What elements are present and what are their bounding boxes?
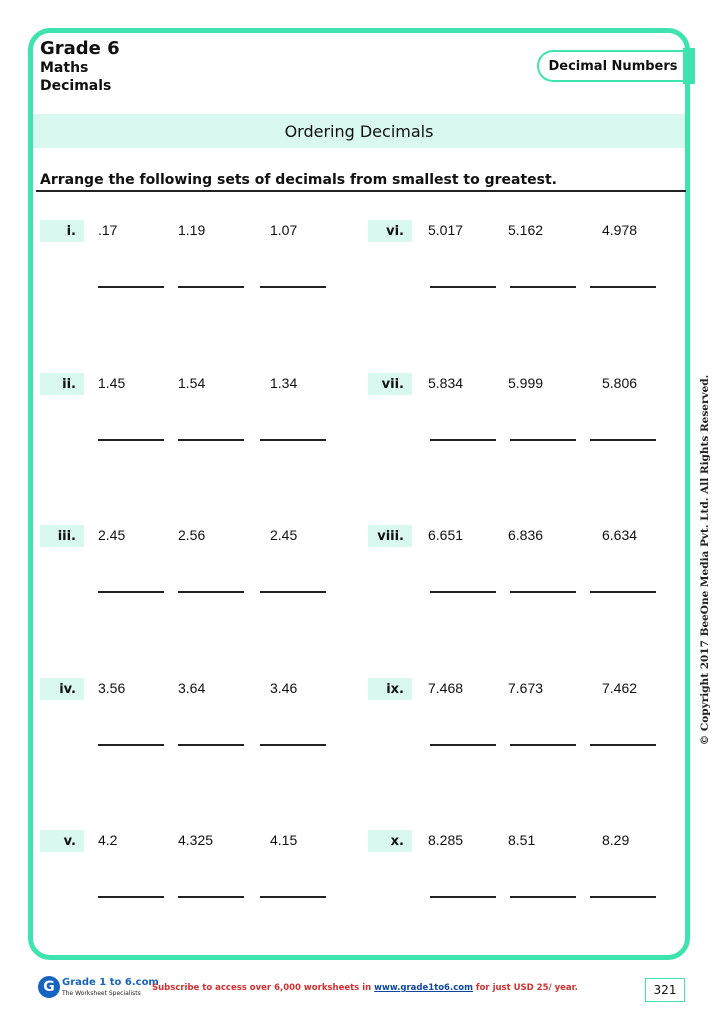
decimal-value: 5.834 [428, 375, 464, 391]
decimal-value: 4.325 [178, 832, 214, 848]
decimal-value: 1.54 [178, 375, 206, 391]
decimal-value: 1.19 [178, 222, 206, 238]
decimal-value: 3.64 [178, 680, 206, 696]
grade-heading: Grade 6 [40, 38, 120, 59]
problem-label: vii. [368, 373, 412, 395]
promo-text-before: Subscribe to access over 6,000 worksheets in [152, 983, 375, 993]
copyright-notice: © Copyright 2017 BeeOne Media Pvt. Ltd. All Rights Reserved. [699, 374, 711, 746]
answer-line[interactable] [590, 439, 656, 441]
answer-line[interactable] [260, 286, 326, 288]
problem-label: viii. [368, 525, 412, 547]
answer-line[interactable] [98, 286, 164, 288]
answer-line[interactable] [98, 896, 164, 898]
decimal-value: 3.46 [270, 680, 298, 696]
answer-line[interactable] [430, 439, 496, 441]
answer-line[interactable] [590, 744, 656, 746]
decimal-value: .17 [98, 222, 118, 238]
answer-line[interactable] [510, 286, 576, 288]
answer-line[interactable] [430, 286, 496, 288]
answer-line[interactable] [260, 896, 326, 898]
problem-label: ix. [368, 678, 412, 700]
answer-line[interactable] [178, 896, 244, 898]
answer-line[interactable] [590, 286, 656, 288]
answer-line[interactable] [178, 744, 244, 746]
promo-link[interactable]: www.grade1to6.com [374, 983, 473, 993]
subscribe-promo [152, 983, 578, 993]
decimal-value: 2.45 [98, 527, 126, 543]
worksheet-title: Ordering Decimals [33, 114, 685, 148]
decimal-value: 1.07 [270, 222, 298, 238]
answer-line[interactable] [98, 439, 164, 441]
problem-label: iv. [40, 678, 84, 700]
decimal-value: 8.29 [602, 832, 630, 848]
decimal-value: 1.34 [270, 375, 298, 391]
answer-line[interactable] [260, 439, 326, 441]
promo-text-after: for just USD 25/ year. [472, 983, 578, 993]
decimal-value: 3.56 [98, 680, 126, 696]
answer-line[interactable] [510, 439, 576, 441]
decimal-value: 2.56 [178, 527, 206, 543]
answer-line[interactable] [260, 591, 326, 593]
problem-label: x. [368, 830, 412, 852]
page-border [28, 28, 690, 960]
decimal-value: 4.2 [98, 832, 118, 848]
decimal-value: 8.285 [428, 832, 464, 848]
decimal-value: 1.45 [98, 375, 126, 391]
subject-label: Maths [40, 60, 89, 76]
decimal-value: 5.162 [508, 222, 544, 238]
problem-label: ii. [40, 373, 84, 395]
answer-line[interactable] [178, 439, 244, 441]
logo-name: Grade 1 to 6.com [62, 977, 159, 988]
decimal-value: 5.017 [428, 222, 464, 238]
answer-line[interactable] [510, 744, 576, 746]
instruction-underline [36, 190, 686, 192]
decimal-value: 2.45 [270, 527, 298, 543]
decimal-value: 6.836 [508, 527, 544, 543]
answer-line[interactable] [260, 744, 326, 746]
topic-tag: Decimal Numbers [537, 50, 687, 82]
decimal-value: 6.634 [602, 527, 638, 543]
topic-tag-bar [683, 48, 695, 84]
decimal-value: 6.651 [428, 527, 464, 543]
decimal-value: 7.462 [602, 680, 638, 696]
answer-line[interactable] [430, 744, 496, 746]
decimal-value: 4.978 [602, 222, 638, 238]
problem-label: i. [40, 220, 84, 242]
problem-label: iii. [40, 525, 84, 547]
decimal-value: 4.15 [270, 832, 298, 848]
decimal-value: 7.673 [508, 680, 544, 696]
answer-line[interactable] [178, 591, 244, 593]
decimal-value: 5.806 [602, 375, 638, 391]
problem-label: vi. [368, 220, 412, 242]
problem-label: v. [40, 830, 84, 852]
decimal-value: 8.51 [508, 832, 536, 848]
answer-line[interactable] [430, 896, 496, 898]
decimal-value: 7.468 [428, 680, 464, 696]
answer-line[interactable] [430, 591, 496, 593]
logo-tagline: The Worksheet Specialists [62, 990, 141, 997]
instruction: Arrange the following sets of decimals from smallest to greatest. [40, 172, 557, 188]
answer-line[interactable] [510, 591, 576, 593]
answer-line[interactable] [178, 286, 244, 288]
topic-label: Decimals [40, 78, 112, 94]
answer-line[interactable] [98, 744, 164, 746]
answer-line[interactable] [510, 896, 576, 898]
decimal-value: 5.999 [508, 375, 544, 391]
page-number: 321 [645, 978, 685, 1002]
answer-line[interactable] [590, 896, 656, 898]
answer-line[interactable] [98, 591, 164, 593]
logo-icon: G [38, 976, 60, 998]
answer-line[interactable] [590, 591, 656, 593]
